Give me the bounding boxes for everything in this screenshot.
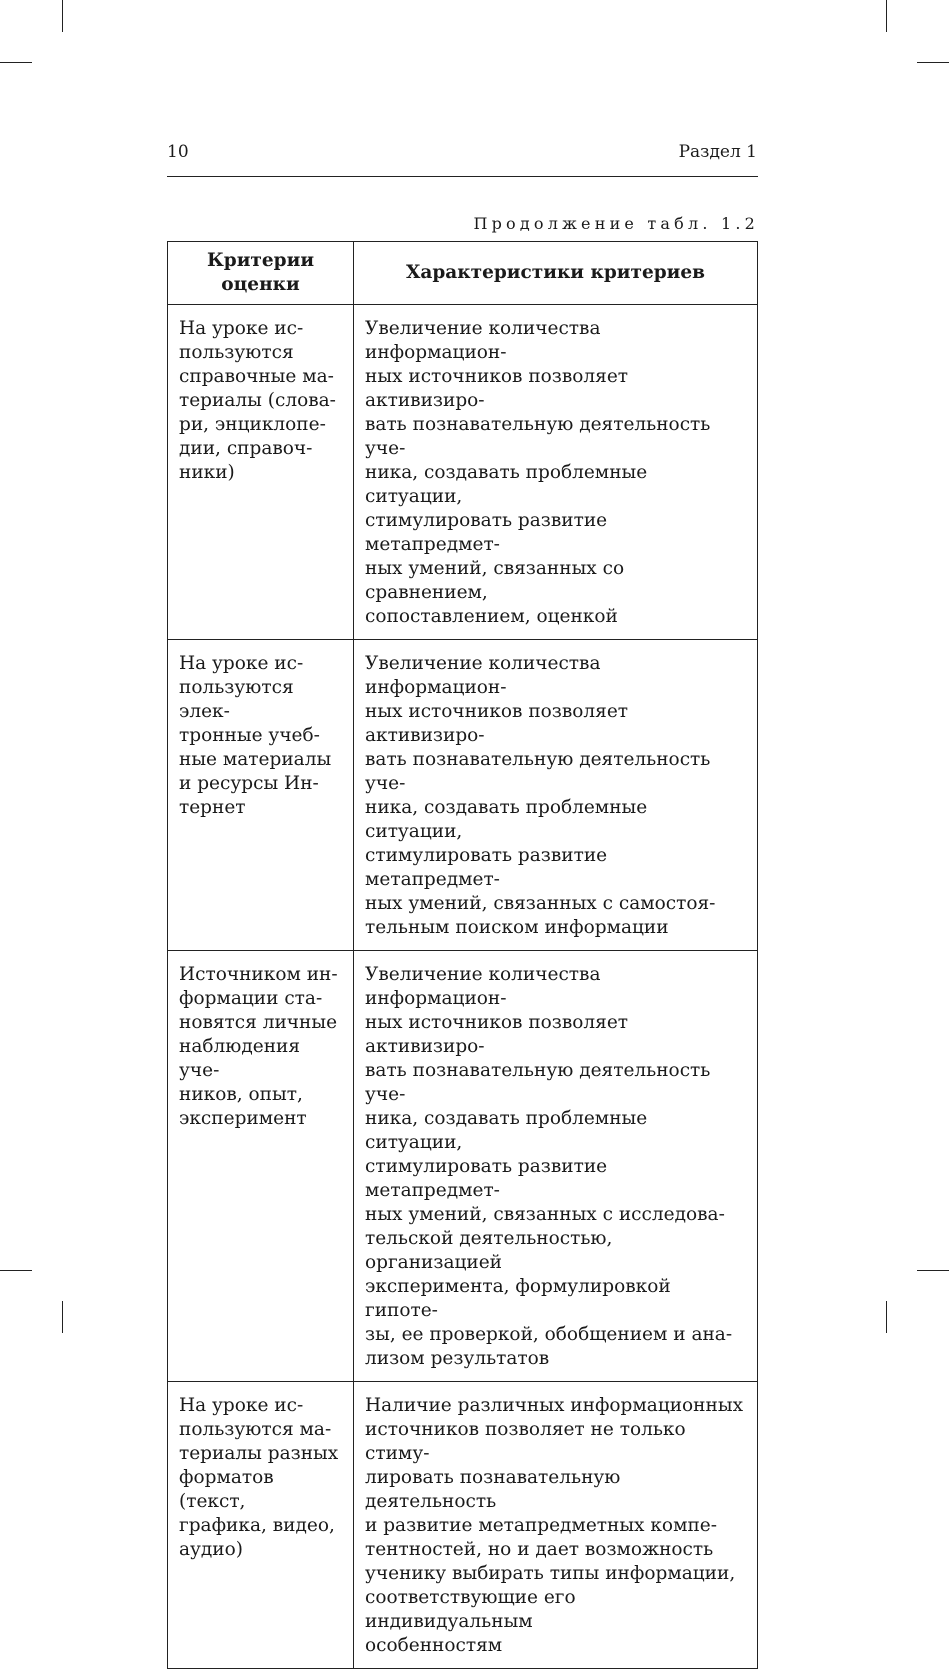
criteria-table	[167, 241, 758, 1669]
description-cell: Наличие различных информационных источников позволяет не только стиму- лировать познавательную деятельность и развитие метапредметных компе- тентностей, но и дает возможность ученику выбирать типы информации, соответствующие его индивидуальным особенностям	[354, 1382, 758, 1669]
crop-mark	[886, 0, 887, 32]
criterion-cell: На уроке ис- пользуются справочные ма- териалы (слова- ри, энциклопе- дии, справоч- ники)	[168, 305, 354, 640]
column-header-criteria: Критерии оценки	[168, 242, 354, 305]
table-row	[168, 1382, 758, 1669]
header-rule	[167, 176, 758, 177]
table-row	[168, 951, 758, 1382]
crop-mark	[0, 1270, 32, 1271]
crop-mark	[917, 1270, 949, 1271]
crop-mark	[0, 62, 32, 63]
criterion-cell: На уроке ис- пользуются элек- тронные учеб- ные материалы и ресурсы Ин- тернет	[168, 640, 354, 951]
description-cell: Увеличение количества информацион- ных источников позволяет активизиро- вать познавательную деятельность уче- ника, создавать проблемные ситуации, стимулировать развитие метапредмет- ных умений, связанных с исследова- тельской деятельностью, организацией эксперимента, формулировкой гипоте- зы, ее проверкой, обобщением и ана- лизом результатов	[354, 951, 758, 1382]
criterion-cell: На уроке ис- пользуются ма- териалы разных форматов (текст, графика, видео, аудио)	[168, 1382, 354, 1669]
criterion-cell: Источником ин- формации ста- новятся личные наблюдения уче- ников, опыт, эксперимент	[168, 951, 354, 1382]
section-title: Раздел 1	[678, 142, 757, 162]
page-number: 10	[167, 142, 189, 162]
column-header-characteristics: Характеристики критериев	[354, 242, 758, 305]
crop-mark	[62, 1301, 63, 1333]
table-header-row	[168, 242, 758, 305]
description-cell: Увеличение количества информацион- ных источников позволяет активизиро- вать познавательную деятельность уче- ника, создавать проблемные ситуации, стимулировать развитие метапредмет- ных умений, связанных с самостоя- тельным поиском информации	[354, 640, 758, 951]
table-row	[168, 305, 758, 640]
table-row	[168, 640, 758, 951]
description-cell: Увеличение количества информацион- ных источников позволяет активизиро- вать познавательную деятельность уче- ника, создавать проблемные ситуации, стимулировать развитие метапредмет- ных умений, связанных со сравнением, сопоставлением, оценкой	[354, 305, 758, 640]
crop-mark	[886, 1301, 887, 1333]
crop-mark	[917, 62, 949, 63]
table-caption: Продолжение табл. 1.2	[473, 214, 759, 233]
crop-mark	[62, 0, 63, 32]
